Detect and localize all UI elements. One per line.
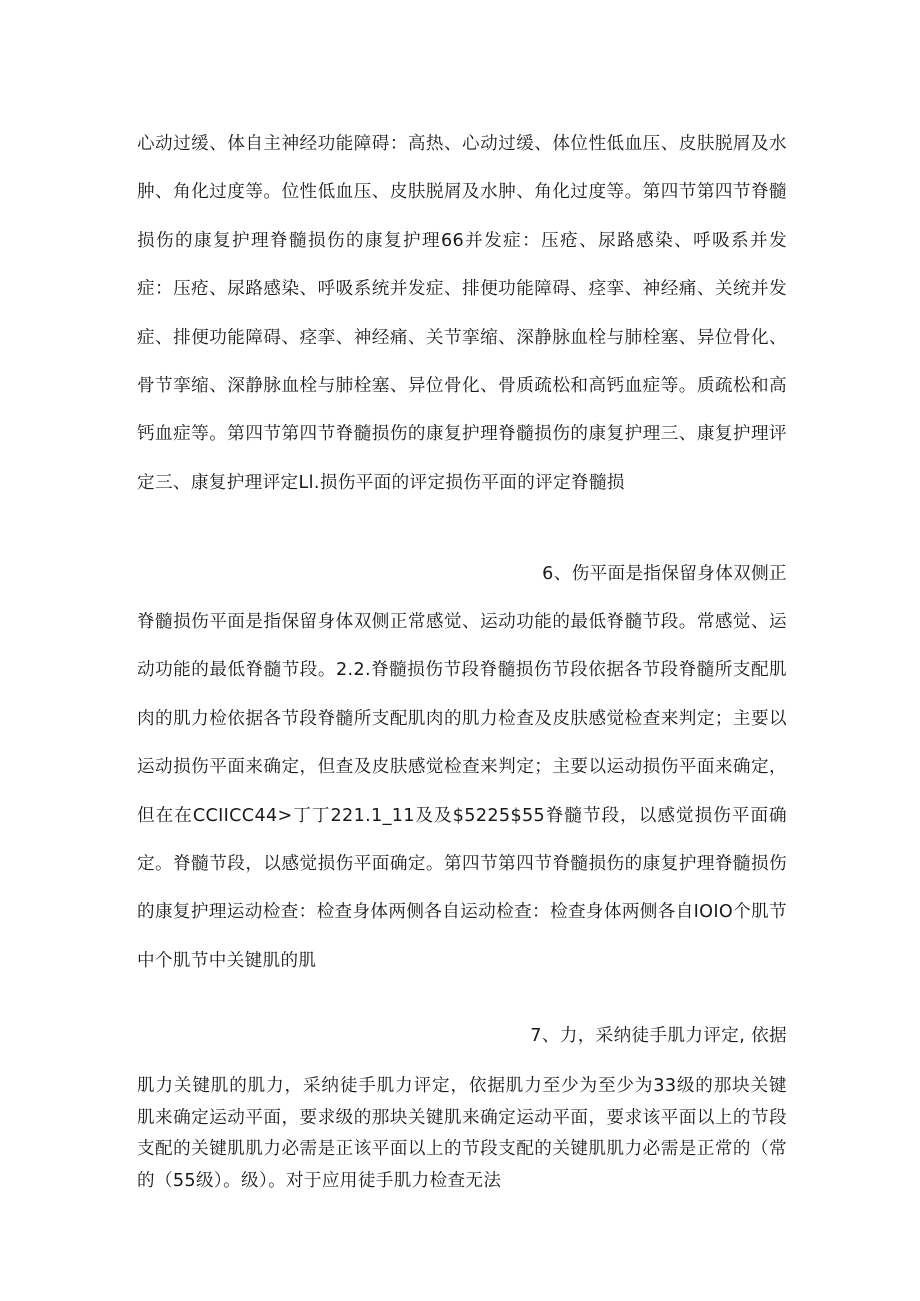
paragraph-injury-level: 脊髓损伤平面是指保留身体双侧正常感觉、运动功能的最低脊髓节段。常感觉、运动功能的最低脊髓节段。2.2.脊髓损伤节段脊髓损伤节段依据各节段脊髓所支配肌肉的肌力检依据各节段脊髓所支配肌肉的肌力检查及皮肤感觉检查来判定；主要以运动损伤平面来确定，但查及皮肤感觉检查来判定；主要以运动损伤平面来确定，但在在CCIICC44>丁丁221.1_11及及$5225$55脊髓节段，以感觉损伤平面确定。脊髓节段，以感觉损伤平面确定。第四节第四节脊髓损伤的康复护理脊髓损伤的康复护理运动检查：检查身体两侧各自运动检查：检查身体两侧各自IOIO个肌节中个肌节中关键肌的肌 bbox=[137, 612, 787, 971]
paragraph-muscle-strength: 肌力关键肌的肌力，采纳徒手肌力评定，依据肌力至少为至少为33级的那块关键肌来确定运动平面，要求级的那块关键肌来确定运动平面，要求该平面以上的节段支配的关键肌肌力必需是正该平面以上的节段支配的关键肌肌力必需是正常的（常的（55级）。级）。对于应用徒手肌力检查无法 bbox=[137, 1076, 787, 1191]
paragraph-spinal-complications: 心动过缓、体自主神经功能障碍：高热、心动过缓、体位性低血压、皮肤脱屑及水肿、角化过度等。位性低血压、皮肤脱屑及水肿、角化过度等。第四节第四节脊髓损伤的康复护理脊髓损伤的康复护理66并发症：压疮、尿路感染、呼吸系并发症：压疮、尿路感染、呼吸系统并发症、排便功能障碍、痉挛、神经痛、关统并发症、排便功能障碍、痉挛、神经痛、关节挛缩、深静脉血栓与肺栓塞、异位骨化、骨节挛缩、深静脉血栓与肺栓塞、异位骨化、骨质疏松和高钙血症等。质疏松和高钙血症等。第四节第四节脊髓损伤的康复护理脊髓损伤的康复护理三、康复护理评定三、康复护理评定Ll.损伤平面的评定损伤平面的评定脊髓损 bbox=[137, 134, 787, 493]
numbered-item-7: 7、力，采纳徒手肌力评定, 依据 bbox=[530, 1026, 787, 1046]
numbered-item-6: 6、伤平面是指保留身体双侧正 bbox=[542, 564, 787, 584]
